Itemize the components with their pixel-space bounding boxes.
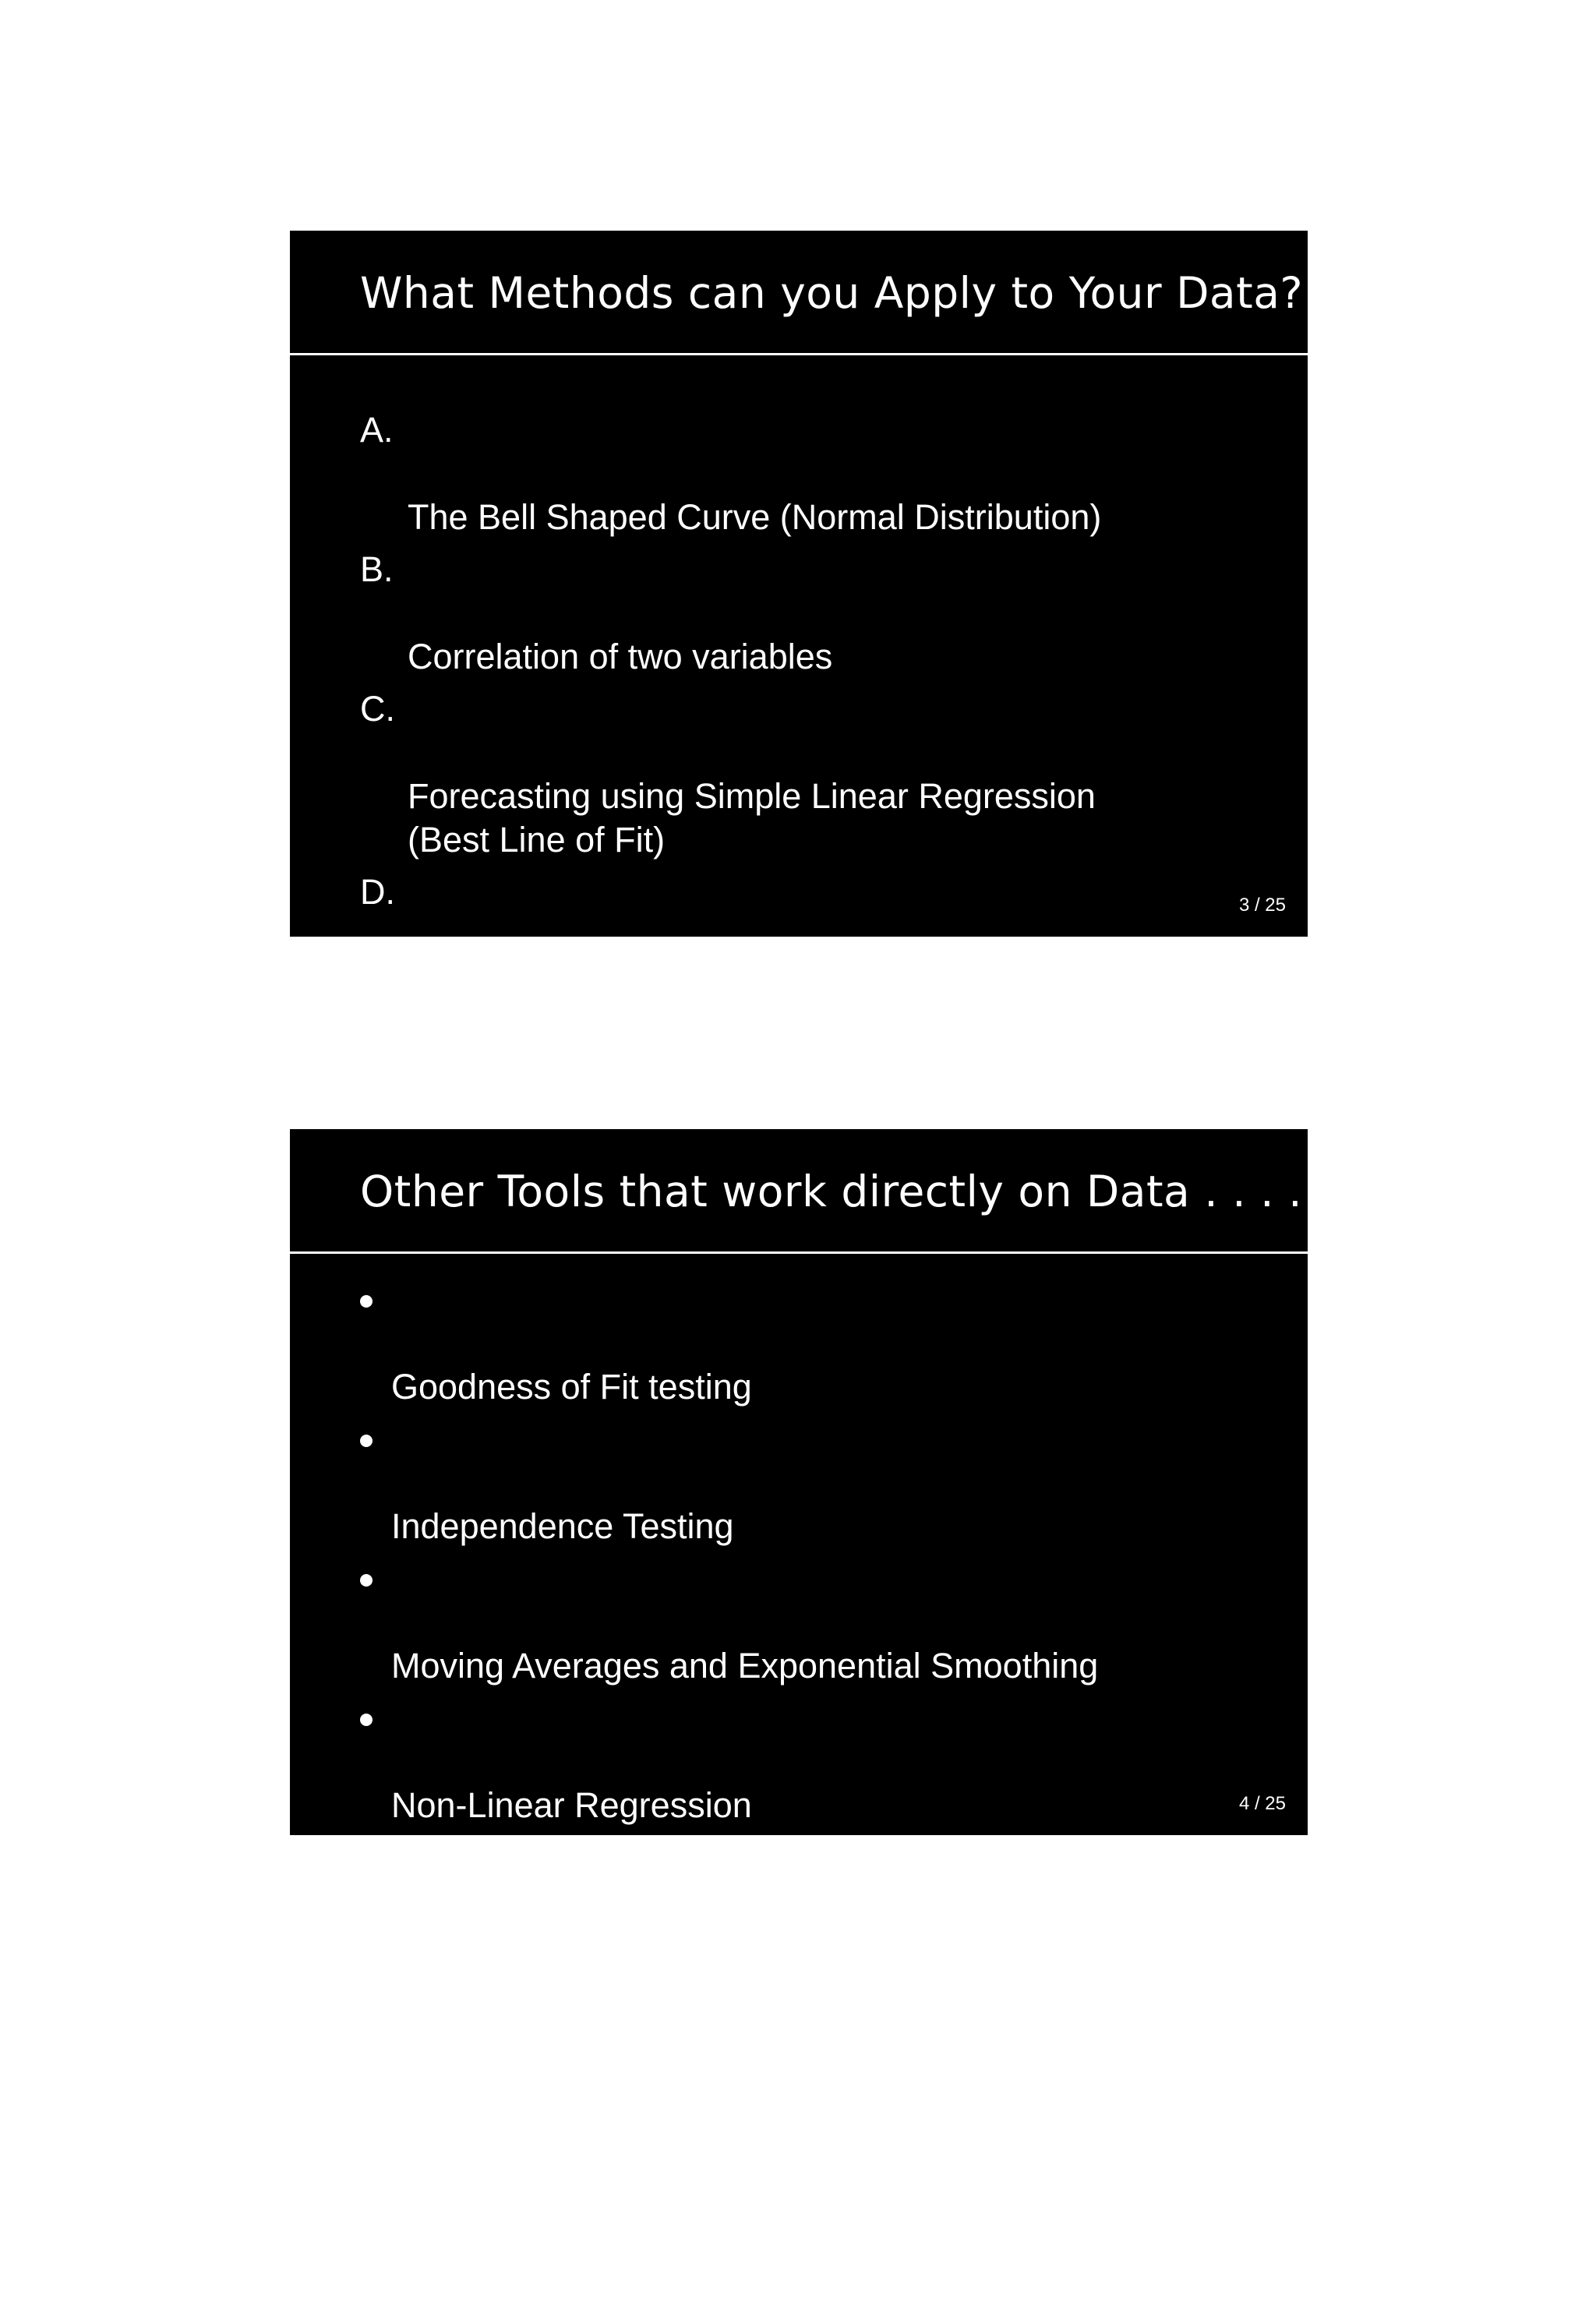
slide-other-tools [290, 1129, 1308, 2287]
list-item [360, 548, 1101, 679]
list-item-text: Goodness of Fit testing [391, 1367, 752, 1407]
title-divider [290, 1251, 1308, 1254]
page-number: 3 / 25 [1238, 895, 1286, 916]
bullet-icon [360, 1295, 373, 1308]
bullet-icon [360, 1574, 373, 1587]
bullet-icon [360, 1897, 373, 1909]
list-marker: D. [360, 872, 395, 912]
list-item [360, 2019, 1098, 2150]
list-item-text: Non-Linear Regression (polynomial, exponential, logarithmic) [391, 1785, 970, 1869]
list-item-text: Moving Averages and Exponential Smoothing [391, 1646, 1099, 1686]
slide-methods [290, 231, 1308, 999]
list-item [360, 2159, 1098, 2289]
bullet-icon [360, 1714, 373, 1726]
list-item-text: Correlation of two variables [408, 637, 833, 676]
bullet-icon [360, 2036, 373, 2049]
list-item [360, 1417, 1098, 1548]
list-item [360, 1696, 1098, 1871]
list-marker: A. [360, 410, 394, 450]
tools-list [360, 1278, 1098, 2298]
list-item-text: The Bell Shaped Curve (Normal Distribution) [408, 497, 1102, 537]
page-number: 4 / 25 [1238, 1793, 1286, 1814]
list-marker: C. [360, 689, 395, 729]
list-item [360, 1880, 1098, 2010]
list-item-text: Independence Testing [391, 1506, 734, 1546]
list-item-text: Excel: The Pivot Table [391, 2108, 737, 2148]
list-item [360, 408, 1101, 539]
list-item-text: Forecasting using Simple Linear Regression (Best Line of Fit) [408, 776, 1096, 860]
list-item [360, 687, 1101, 862]
list-marker: B. [360, 549, 394, 589]
list-item [360, 870, 1101, 1001]
bullet-icon [360, 1435, 373, 1447]
list-item [360, 1557, 1098, 1688]
list-item-text: Statistical Process Control [408, 959, 817, 999]
bullet-icon [360, 2176, 373, 2188]
list-item [360, 1278, 1098, 1409]
list-item-text: Weighted Index Scoring [391, 1968, 763, 2008]
slide-title: What Methods can you Apply to Your Data? [360, 268, 1304, 318]
list-item-text: Excel: Conditional Formatting [391, 2247, 849, 2287]
slide-title: Other Tools that work directly on Data . . . . [360, 1167, 1303, 1216]
title-divider [290, 353, 1308, 355]
methods-list [360, 408, 1101, 1010]
